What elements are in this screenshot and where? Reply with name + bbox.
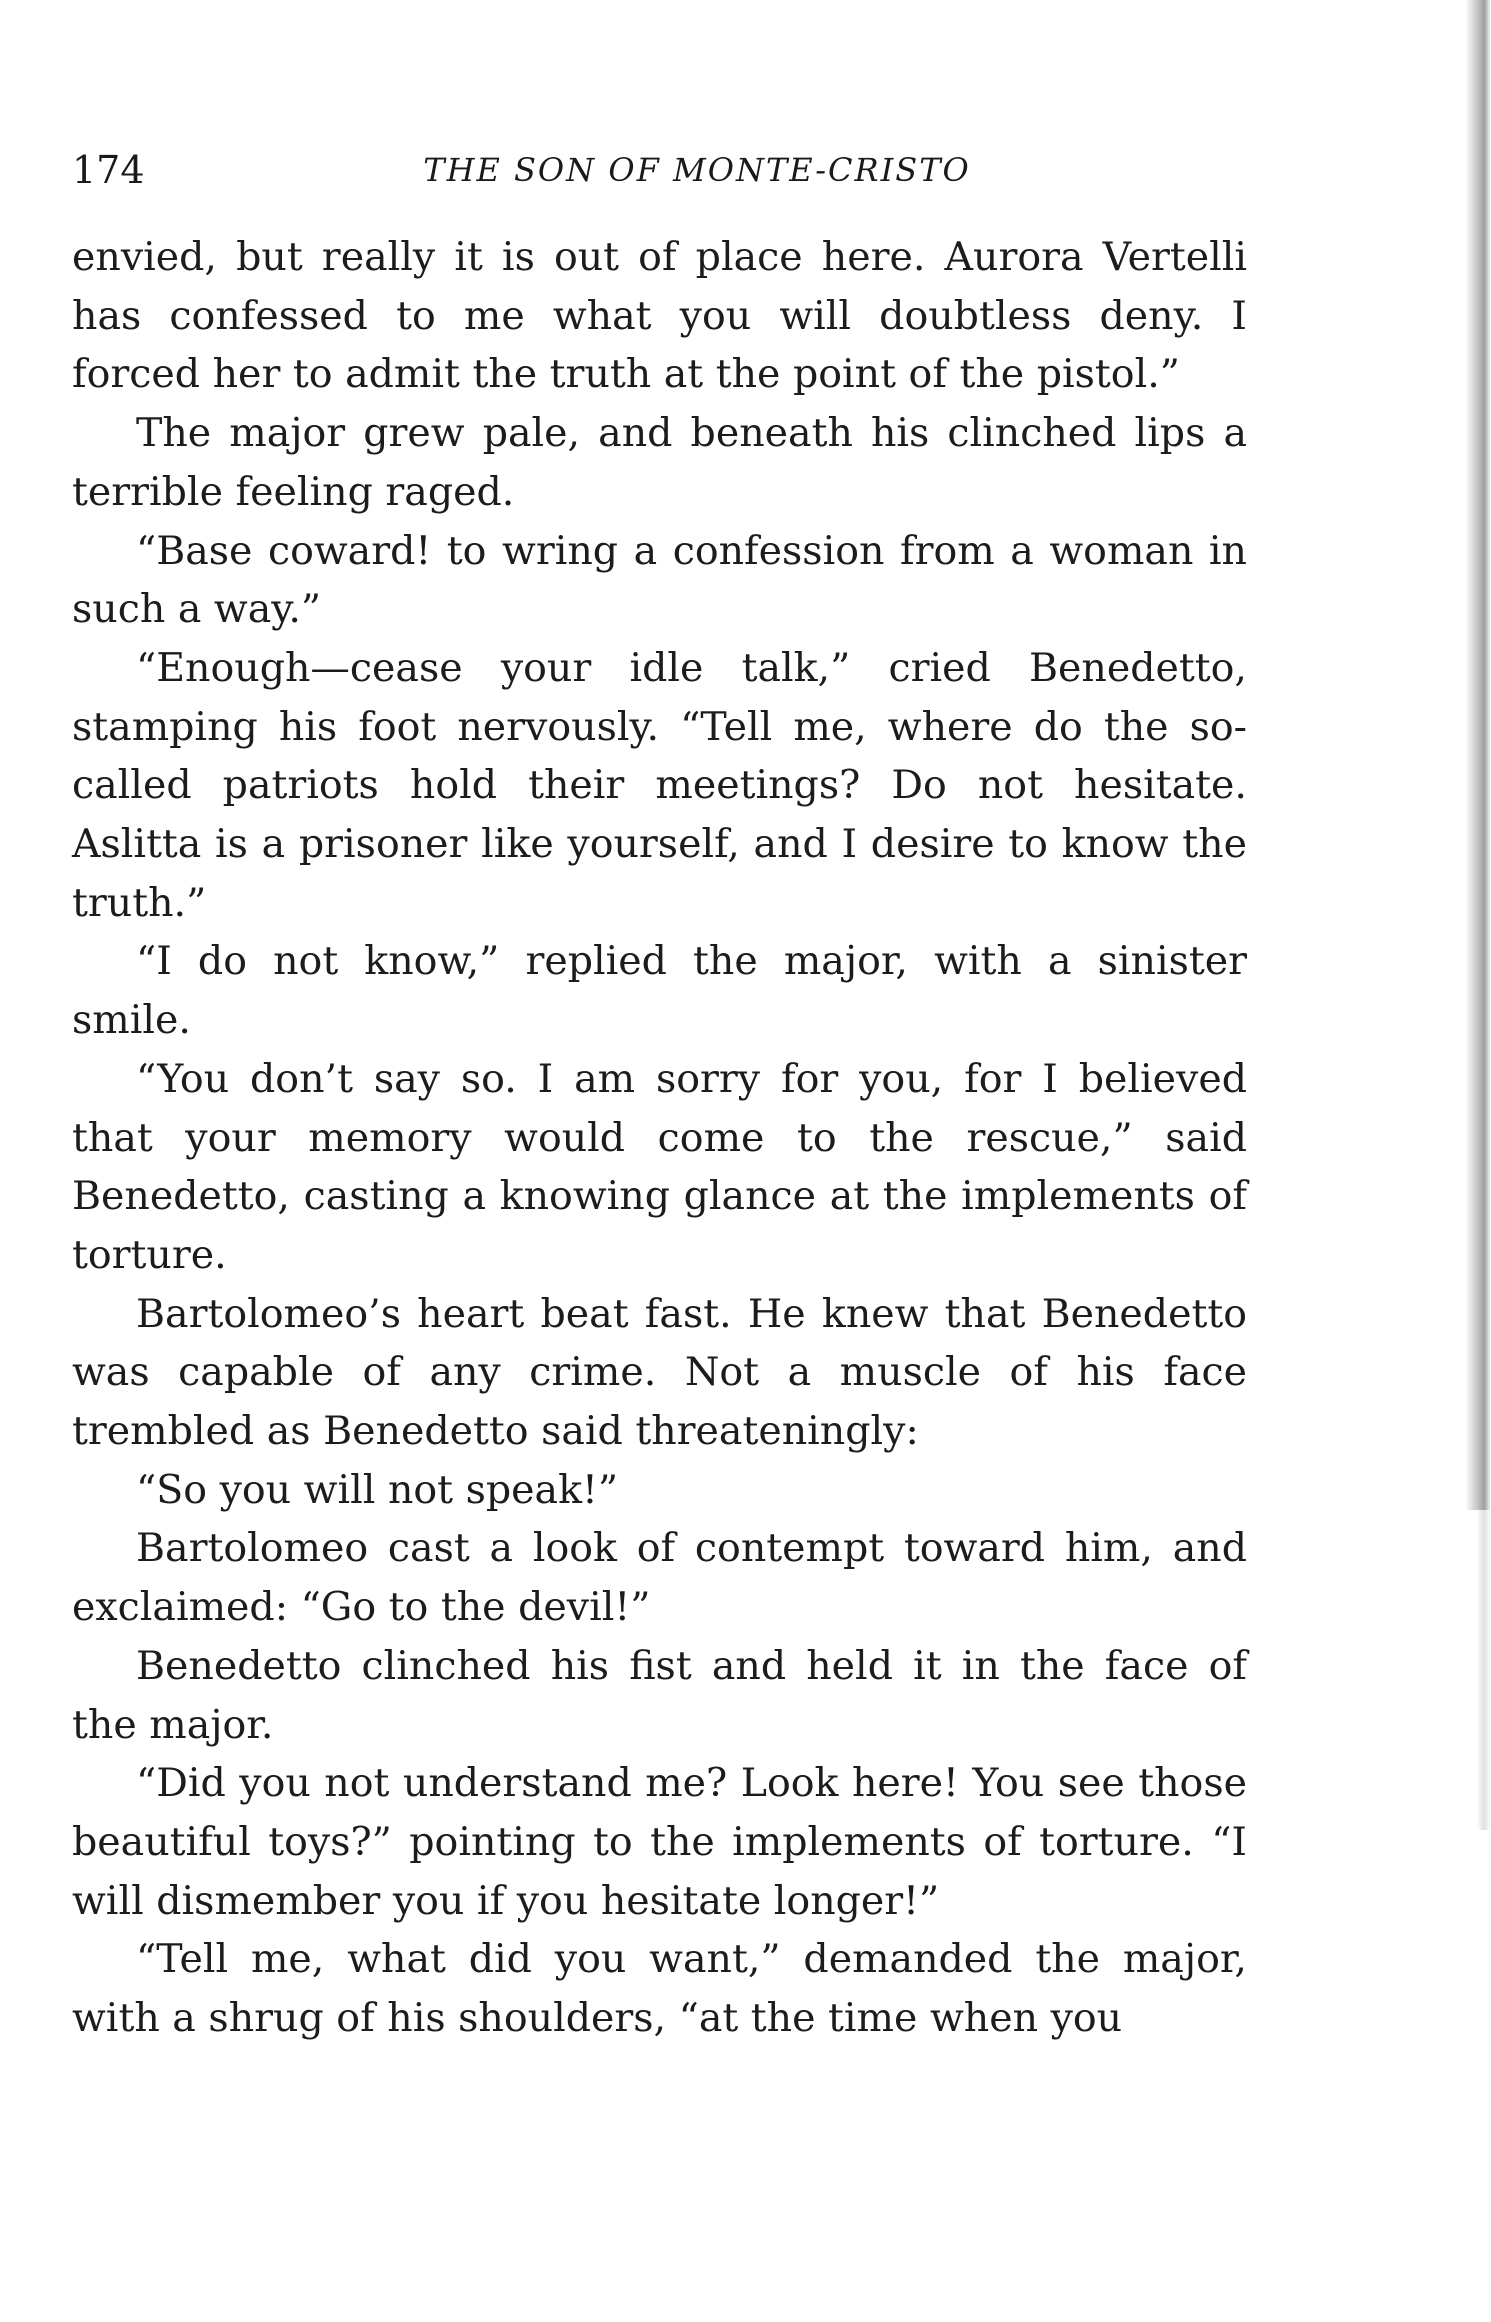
page-edge-shadow xyxy=(1465,0,1491,1510)
paragraph: “Tell me, what did you want,” demanded the major, with a shrug of his shoulders, “at the time when you xyxy=(72,1936,1247,2042)
page-edge-shadow-lower xyxy=(1477,1510,1491,1830)
paragraph: Bartolomeo’s heart beat fast. He knew that Benedetto was capable of any crime. Not a muscle of his face trembled as Benedetto said threateningly: xyxy=(72,1290,1247,1455)
paragraph: “Did you not understand me? Look here! You see those beautiful toys?” pointing to the implements of torture. “I will dismember you if you hesitate longer!” xyxy=(72,1760,1247,1924)
paragraph: “Enough—cease your idle talk,” cried Benedetto, stamping his foot nervously. “Tell me, where do the socalled patriots hold their meetings? Do not hesitate. Aslitta is a prisoner like yourself, and I desire to know the truth.” xyxy=(72,644,1247,926)
paragraph: “You don’t say so. I am sorry for you, for I believed that your memory would come to the rescue,” said Benedetto, casting a knowing glance at the implements of torture. xyxy=(72,1055,1247,1278)
paragraph: “Base coward! to wring a confession from a woman in such a way.” xyxy=(72,527,1247,633)
paragraph: “I do not know,” replied the major, with a sinister smile. xyxy=(72,938,1247,1044)
paragraph: “So you will not speak!” xyxy=(136,1466,619,1513)
body-text xyxy=(72,228,1247,2048)
page-number: 174 xyxy=(72,148,145,192)
paragraph-continuation: envied, but really it is out of place here. Aurora Vertelli has confessed to me what you will doubtless deny. I forced her to admit the truth at the point of the pistol.” xyxy=(72,234,1247,398)
paragraph: Bartolomeo cast a look of contempt toward him, and exclaimed: “Go to the devil!” xyxy=(72,1525,1247,1631)
paragraph: The major grew pale, and beneath his clinched lips a terrible feeling raged. xyxy=(72,410,1247,515)
running-head xyxy=(72,140,1247,200)
running-title: THE SON OF MONTE-CRISTO xyxy=(423,151,971,189)
paragraph: Benedetto clinched his fist and held it in the face of the major. xyxy=(72,1642,1247,1748)
